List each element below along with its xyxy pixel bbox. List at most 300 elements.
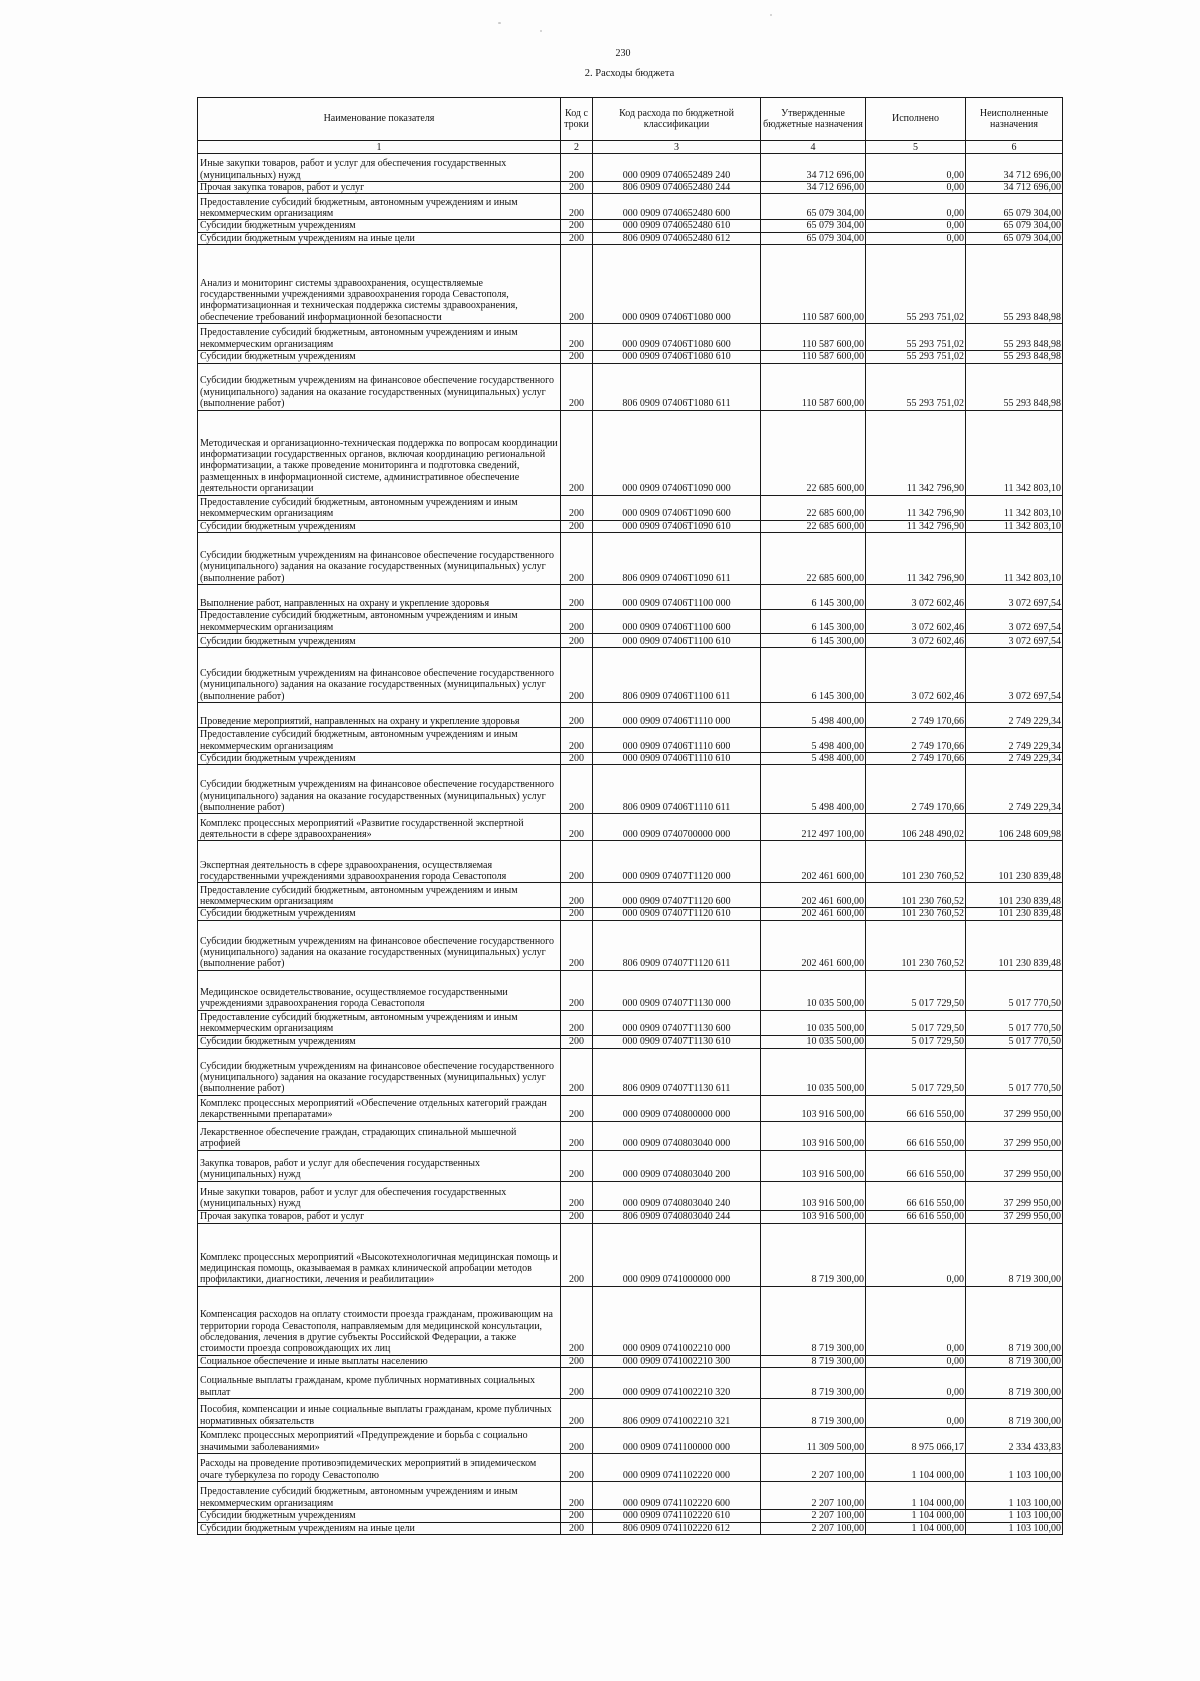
row-unexecuted-amount: 65 079 304,00: [966, 220, 1063, 232]
header-executed: Исполнено: [866, 98, 966, 141]
row-unexecuted-amount: 11 342 803,10: [966, 410, 1063, 495]
row-budget-code: 000 0909 07406T1100 600: [593, 610, 761, 634]
row-indicator-name: Субсидии бюджетным учреждениям: [198, 1510, 561, 1522]
row-line-code: 200: [561, 520, 593, 532]
row-indicator-name: Анализ и мониторинг системы здравоохранения, осуществляемые государственными учреждениями здравоохранения города Севастополя, информатизационная и техническая поддержка системы здравоохранения, обеспечение требований информационной безопасности: [198, 245, 561, 324]
row-unexecuted-amount: 1 103 100,00: [966, 1510, 1063, 1522]
row-executed-amount: 66 616 550,00: [866, 1181, 966, 1210]
column-number: 5: [866, 141, 966, 154]
row-budget-code: 000 0909 07407T1130 610: [593, 1035, 761, 1048]
row-unexecuted-amount: 37 299 950,00: [966, 1181, 1063, 1210]
row-unexecuted-amount: 1 103 100,00: [966, 1522, 1063, 1534]
row-line-code: 200: [561, 634, 593, 648]
row-approved-amount: 103 916 500,00: [761, 1210, 866, 1223]
row-executed-amount: 0,00: [866, 1368, 966, 1399]
row-indicator-name: Выполнение работ, направленных на охрану и укрепление здоровья: [198, 585, 561, 610]
table-row: [198, 970, 1063, 1010]
row-line-code: 200: [561, 1210, 593, 1223]
table-row: [198, 920, 1063, 970]
row-executed-amount: 0,00: [866, 1286, 966, 1355]
row-approved-amount: 65 079 304,00: [761, 194, 866, 220]
row-line-code: 200: [561, 324, 593, 351]
table-header-row: [198, 98, 1063, 141]
row-line-code: 200: [561, 908, 593, 920]
column-number: 2: [561, 141, 593, 154]
row-approved-amount: 6 145 300,00: [761, 585, 866, 610]
table-row: [198, 841, 1063, 883]
row-executed-amount: 66 616 550,00: [866, 1150, 966, 1181]
row-indicator-name: Методическая и организационно-техническая поддержка по вопросам координации информатизации государственных органов, включая координацию региональной информатизации, а также проведение мониторинга и подготовка сведений, размещенных в информационной системе, административное обеспечение деятельности организации: [198, 410, 561, 495]
row-budget-code: 000 0909 07406T1080 600: [593, 324, 761, 351]
row-executed-amount: 0,00: [866, 220, 966, 232]
table-row: [198, 648, 1063, 703]
row-executed-amount: 1 104 000,00: [866, 1510, 966, 1522]
row-executed-amount: 5 017 729,50: [866, 1048, 966, 1095]
row-executed-amount: 2 749 170,66: [866, 765, 966, 814]
row-executed-amount: 11 342 796,90: [866, 533, 966, 585]
row-line-code: 200: [561, 970, 593, 1010]
row-executed-amount: 5 017 729,50: [866, 1035, 966, 1048]
row-line-code: 200: [561, 1035, 593, 1048]
row-line-code: 200: [561, 245, 593, 324]
row-indicator-name: Предоставление субсидий бюджетным, автономным учреждениям и иным некоммерческим организациям: [198, 1010, 561, 1035]
row-budget-code: 806 0909 07406T1100 611: [593, 648, 761, 703]
row-executed-amount: 106 248 490,02: [866, 814, 966, 841]
row-budget-code: 000 0909 0741002210 300: [593, 1355, 761, 1367]
row-budget-code: 000 0909 0741002210 320: [593, 1368, 761, 1399]
row-unexecuted-amount: 5 017 770,50: [966, 1010, 1063, 1035]
table-row: [198, 883, 1063, 908]
row-line-code: 200: [561, 363, 593, 410]
row-line-code: 200: [561, 1454, 593, 1482]
row-budget-code: 000 0909 0740700000 000: [593, 814, 761, 841]
row-unexecuted-amount: 101 230 839,48: [966, 908, 1063, 920]
row-approved-amount: 22 685 600,00: [761, 410, 866, 495]
row-indicator-name: Субсидии бюджетным учреждениям: [198, 520, 561, 532]
row-budget-code: 806 0909 0740652480 612: [593, 232, 761, 244]
column-number: 4: [761, 141, 866, 154]
table-row: [198, 908, 1063, 920]
row-budget-code: 000 0909 0740652480 610: [593, 220, 761, 232]
row-approved-amount: 2 207 100,00: [761, 1510, 866, 1522]
row-indicator-name: Иные закупки товаров, работ и услуг для обеспечения государственных (муниципальных) нужд: [198, 1181, 561, 1210]
row-unexecuted-amount: 101 230 839,48: [966, 920, 1063, 970]
row-line-code: 200: [561, 1399, 593, 1428]
row-approved-amount: 22 685 600,00: [761, 495, 866, 520]
row-budget-code: 000 0909 0741102220 610: [593, 1510, 761, 1522]
row-unexecuted-amount: 2 334 433,83: [966, 1428, 1063, 1454]
row-indicator-name: Пособия, компенсации и иные социальные выплаты гражданам, кроме публичных нормативных обязательств: [198, 1399, 561, 1428]
row-executed-amount: 101 230 760,52: [866, 841, 966, 883]
row-executed-amount: 55 293 751,02: [866, 245, 966, 324]
row-indicator-name: Субсидии бюджетным учреждениям на финансовое обеспечение государственного (муниципального) задания на оказание государственных (муниципальных) услуг (выполнение работ): [198, 1048, 561, 1095]
row-unexecuted-amount: 3 072 697,54: [966, 648, 1063, 703]
table-body: [198, 154, 1063, 1535]
row-budget-code: 000 0909 07406T1110 610: [593, 753, 761, 765]
row-approved-amount: 34 712 696,00: [761, 154, 866, 182]
row-unexecuted-amount: 8 719 300,00: [966, 1223, 1063, 1286]
row-budget-code: 806 0909 0741102220 612: [593, 1522, 761, 1534]
row-approved-amount: 8 719 300,00: [761, 1355, 866, 1367]
table-row: [198, 1482, 1063, 1510]
row-line-code: 200: [561, 765, 593, 814]
row-indicator-name: Субсидии бюджетным учреждениям: [198, 634, 561, 648]
row-line-code: 200: [561, 753, 593, 765]
row-budget-code: 000 0909 07407T1120 610: [593, 908, 761, 920]
table-row: [198, 585, 1063, 610]
row-unexecuted-amount: 1 103 100,00: [966, 1482, 1063, 1510]
row-executed-amount: 0,00: [866, 182, 966, 194]
row-executed-amount: 1 104 000,00: [866, 1454, 966, 1482]
row-executed-amount: 11 342 796,90: [866, 520, 966, 532]
table-row: [198, 703, 1063, 728]
row-indicator-name: Субсидии бюджетным учреждениям на финансовое обеспечение государственного (муниципального) задания на оказание государственных (муниципальных) услуг (выполнение работ): [198, 363, 561, 410]
row-unexecuted-amount: 55 293 848,98: [966, 324, 1063, 351]
row-indicator-name: Социальное обеспечение и иные выплаты населению: [198, 1355, 561, 1367]
row-unexecuted-amount: 37 299 950,00: [966, 1210, 1063, 1223]
expenditure-table: [197, 97, 1063, 1535]
row-approved-amount: 2 207 100,00: [761, 1454, 866, 1482]
row-line-code: 200: [561, 495, 593, 520]
row-indicator-name: Компенсация расходов на оплату стоимости проезда гражданам, проживающим на территории города Севастополя, направляемым для медицинской консультации, обследования, лечения в другие субъекты Российской Федерации, а также стоимости проезда сопровождающих их лиц: [198, 1286, 561, 1355]
row-line-code: 200: [561, 1355, 593, 1367]
row-executed-amount: 3 072 602,46: [866, 634, 966, 648]
row-budget-code: 806 0909 07407T1120 611: [593, 920, 761, 970]
row-budget-code: 000 0909 07407T1120 000: [593, 841, 761, 883]
row-indicator-name: Комплекс процессных мероприятий «Обеспечение отдельных категорий граждан лекарственными препаратами»: [198, 1095, 561, 1121]
row-executed-amount: 3 072 602,46: [866, 610, 966, 634]
row-executed-amount: 101 230 760,52: [866, 883, 966, 908]
table-row: [198, 351, 1063, 363]
row-line-code: 200: [561, 883, 593, 908]
row-indicator-name: Комплекс процессных мероприятий «Предупреждение и борьба с социально значимыми заболеваниями»: [198, 1428, 561, 1454]
row-approved-amount: 6 145 300,00: [761, 648, 866, 703]
row-indicator-name: Медицинское освидетельствование, осуществляемое государственными учреждениями здравоохранения города Севастополя: [198, 970, 561, 1010]
row-indicator-name: Закупка товаров, работ и услуг для обеспечения государственных (муниципальных) нужд: [198, 1150, 561, 1181]
row-line-code: 200: [561, 841, 593, 883]
row-budget-code: 000 0909 07406T1110 000: [593, 703, 761, 728]
table-row: [198, 814, 1063, 841]
row-indicator-name: Субсидии бюджетным учреждениям на финансовое обеспечение государственного (муниципального) задания на оказание государственных (муниципальных) услуг (выполнение работ): [198, 765, 561, 814]
table-row: [198, 1181, 1063, 1210]
row-approved-amount: 103 916 500,00: [761, 1095, 866, 1121]
row-unexecuted-amount: 8 719 300,00: [966, 1399, 1063, 1428]
row-budget-code: 000 0909 0740803040 000: [593, 1121, 761, 1150]
row-executed-amount: 2 749 170,66: [866, 728, 966, 753]
row-unexecuted-amount: 106 248 609,98: [966, 814, 1063, 841]
row-line-code: 200: [561, 220, 593, 232]
row-indicator-name: Субсидии бюджетным учреждениям на иные цели: [198, 1522, 561, 1534]
table-row: [198, 1368, 1063, 1399]
row-executed-amount: 66 616 550,00: [866, 1095, 966, 1121]
table-row: [198, 232, 1063, 244]
row-indicator-name: Субсидии бюджетным учреждениям: [198, 351, 561, 363]
row-budget-code: 000 0909 07407T1130 000: [593, 970, 761, 1010]
row-approved-amount: 212 497 100,00: [761, 814, 866, 841]
column-number-row: [198, 141, 1063, 154]
row-indicator-name: Предоставление субсидий бюджетным, автономным учреждениям и иным некоммерческим организациям: [198, 728, 561, 753]
row-indicator-name: Лекарственное обеспечение граждан, страдающих спинальной мышечной атрофией: [198, 1121, 561, 1150]
row-indicator-name: Предоставление субсидий бюджетным, автономным учреждениям и иным некоммерческим организациям: [198, 610, 561, 634]
row-unexecuted-amount: 101 230 839,48: [966, 841, 1063, 883]
row-line-code: 200: [561, 194, 593, 220]
row-approved-amount: 11 309 500,00: [761, 1428, 866, 1454]
row-unexecuted-amount: 34 712 696,00: [966, 154, 1063, 182]
row-indicator-name: Субсидии бюджетным учреждениям на финансовое обеспечение государственного (муниципального) задания на оказание государственных (муниципальных) услуг (выполнение работ): [198, 648, 561, 703]
row-line-code: 200: [561, 1048, 593, 1095]
row-approved-amount: 8 719 300,00: [761, 1368, 866, 1399]
row-executed-amount: 8 975 066,17: [866, 1428, 966, 1454]
row-unexecuted-amount: 2 749 229,34: [966, 753, 1063, 765]
row-line-code: 200: [561, 1150, 593, 1181]
scan-speck: [770, 14, 772, 16]
row-budget-code: 806 0909 07407T1130 611: [593, 1048, 761, 1095]
table-row: [198, 1010, 1063, 1035]
page-number: 230: [615, 48, 631, 59]
row-executed-amount: 101 230 760,52: [866, 920, 966, 970]
row-budget-code: 806 0909 0741002210 321: [593, 1399, 761, 1428]
row-indicator-name: Иные закупки товаров, работ и услуг для обеспечения государственных (муниципальных) нужд: [198, 154, 561, 182]
row-executed-amount: 2 749 170,66: [866, 753, 966, 765]
row-approved-amount: 103 916 500,00: [761, 1121, 866, 1150]
row-approved-amount: 8 719 300,00: [761, 1223, 866, 1286]
row-budget-code: 000 0909 0740652480 600: [593, 194, 761, 220]
row-budget-code: 000 0909 0740803040 240: [593, 1181, 761, 1210]
row-unexecuted-amount: 11 342 803,10: [966, 520, 1063, 532]
row-line-code: 200: [561, 533, 593, 585]
row-budget-code: 000 0909 0741100000 000: [593, 1428, 761, 1454]
row-approved-amount: 2 207 100,00: [761, 1522, 866, 1534]
table-row: [198, 610, 1063, 634]
scan-speck: [540, 30, 542, 32]
table-row: [198, 1286, 1063, 1355]
row-line-code: 200: [561, 1368, 593, 1399]
table-row: [198, 1428, 1063, 1454]
table-row: [198, 1095, 1063, 1121]
table-row: [198, 1210, 1063, 1223]
row-unexecuted-amount: 2 749 229,34: [966, 765, 1063, 814]
table-row: [198, 220, 1063, 232]
row-line-code: 200: [561, 232, 593, 244]
row-budget-code: 806 0909 07406T1110 611: [593, 765, 761, 814]
row-executed-amount: 66 616 550,00: [866, 1210, 966, 1223]
row-executed-amount: 55 293 751,02: [866, 351, 966, 363]
row-budget-code: 806 0909 07406T1090 611: [593, 533, 761, 585]
row-unexecuted-amount: 8 719 300,00: [966, 1368, 1063, 1399]
table-row: [198, 154, 1063, 182]
row-executed-amount: 55 293 751,02: [866, 324, 966, 351]
row-budget-code: 000 0909 0741000000 000: [593, 1223, 761, 1286]
row-approved-amount: 10 035 500,00: [761, 1010, 866, 1035]
row-unexecuted-amount: 3 072 697,54: [966, 585, 1063, 610]
row-approved-amount: 103 916 500,00: [761, 1150, 866, 1181]
row-unexecuted-amount: 65 079 304,00: [966, 194, 1063, 220]
column-number: 1: [198, 141, 561, 154]
table-row: [198, 1522, 1063, 1534]
row-approved-amount: 110 587 600,00: [761, 324, 866, 351]
row-indicator-name: Проведение мероприятий, направленных на охрану и укрепление здоровья: [198, 703, 561, 728]
row-executed-amount: 11 342 796,90: [866, 410, 966, 495]
row-executed-amount: 5 017 729,50: [866, 1010, 966, 1035]
header-indicator-name: Наименование показателя: [198, 98, 561, 141]
row-unexecuted-amount: 37 299 950,00: [966, 1150, 1063, 1181]
table-row: [198, 182, 1063, 194]
row-line-code: 200: [561, 648, 593, 703]
row-indicator-name: Расходы на проведение противоэпидемических мероприятий в эпидемическом очаге туберкулеза по городу Севастополю: [198, 1454, 561, 1482]
row-budget-code: 000 0909 07407T1120 600: [593, 883, 761, 908]
row-approved-amount: 8 719 300,00: [761, 1286, 866, 1355]
row-unexecuted-amount: 101 230 839,48: [966, 883, 1063, 908]
row-unexecuted-amount: 11 342 803,10: [966, 495, 1063, 520]
row-unexecuted-amount: 34 712 696,00: [966, 182, 1063, 194]
row-unexecuted-amount: 37 299 950,00: [966, 1121, 1063, 1150]
row-approved-amount: 5 498 400,00: [761, 765, 866, 814]
row-indicator-name: Субсидии бюджетным учреждениям на финансовое обеспечение государственного (муниципального) задания на оказание государственных (муниципальных) услуг (выполнение работ): [198, 920, 561, 970]
row-line-code: 200: [561, 1522, 593, 1534]
row-executed-amount: 55 293 751,02: [866, 363, 966, 410]
row-unexecuted-amount: 2 749 229,34: [966, 703, 1063, 728]
row-unexecuted-amount: 5 017 770,50: [966, 1035, 1063, 1048]
row-budget-code: 000 0909 0740800000 000: [593, 1095, 761, 1121]
table-row: [198, 1510, 1063, 1522]
scan-speck: [498, 22, 501, 24]
row-unexecuted-amount: 3 072 697,54: [966, 634, 1063, 648]
row-budget-code: 000 0909 0740803040 200: [593, 1150, 761, 1181]
table-row: [198, 1355, 1063, 1367]
row-executed-amount: 0,00: [866, 154, 966, 182]
column-number: 6: [966, 141, 1063, 154]
row-approved-amount: 65 079 304,00: [761, 220, 866, 232]
table-row: [198, 533, 1063, 585]
row-line-code: 200: [561, 1428, 593, 1454]
row-line-code: 200: [561, 1095, 593, 1121]
row-indicator-name: Предоставление субсидий бюджетным, автономным учреждениям и иным некоммерческим организациям: [198, 883, 561, 908]
table-row: [198, 728, 1063, 753]
row-unexecuted-amount: 37 299 950,00: [966, 1095, 1063, 1121]
table-row: [198, 1454, 1063, 1482]
row-executed-amount: 3 072 602,46: [866, 648, 966, 703]
row-approved-amount: 22 685 600,00: [761, 520, 866, 532]
row-line-code: 200: [561, 154, 593, 182]
row-budget-code: 000 0909 07406T1110 600: [593, 728, 761, 753]
row-budget-code: 806 0909 0740803040 244: [593, 1210, 761, 1223]
row-budget-code: 806 0909 07406T1080 611: [593, 363, 761, 410]
row-line-code: 200: [561, 814, 593, 841]
row-approved-amount: 103 916 500,00: [761, 1181, 866, 1210]
row-executed-amount: 66 616 550,00: [866, 1121, 966, 1150]
header-budget-code: Код расхода по бюджетной классификации: [593, 98, 761, 141]
section-title: 2. Расходы бюджета: [584, 68, 675, 79]
row-approved-amount: 5 498 400,00: [761, 703, 866, 728]
row-executed-amount: 0,00: [866, 194, 966, 220]
table-row: [198, 363, 1063, 410]
table-row: [198, 324, 1063, 351]
row-budget-code: 000 0909 07406T1080 000: [593, 245, 761, 324]
row-budget-code: 806 0909 0740652480 244: [593, 182, 761, 194]
header-approved: Утвержденные бюджетные назначения: [761, 98, 866, 141]
row-executed-amount: 0,00: [866, 1355, 966, 1367]
row-unexecuted-amount: 5 017 770,50: [966, 1048, 1063, 1095]
row-indicator-name: Субсидии бюджетным учреждениям: [198, 220, 561, 232]
row-unexecuted-amount: 8 719 300,00: [966, 1286, 1063, 1355]
table-row: [198, 753, 1063, 765]
row-line-code: 200: [561, 182, 593, 194]
row-approved-amount: 202 461 600,00: [761, 920, 866, 970]
row-approved-amount: 8 719 300,00: [761, 1399, 866, 1428]
row-line-code: 200: [561, 1121, 593, 1150]
row-unexecuted-amount: 55 293 848,98: [966, 351, 1063, 363]
row-unexecuted-amount: 55 293 848,98: [966, 245, 1063, 324]
row-indicator-name: Социальные выплаты гражданам, кроме публичных нормативных социальных выплат: [198, 1368, 561, 1399]
row-indicator-name: Субсидии бюджетным учреждениям: [198, 1035, 561, 1048]
row-budget-code: 000 0909 07406T1080 610: [593, 351, 761, 363]
row-line-code: 200: [561, 610, 593, 634]
row-indicator-name: Предоставление субсидий бюджетным, автономным учреждениям и иным некоммерческим организациям: [198, 324, 561, 351]
row-line-code: 200: [561, 728, 593, 753]
table-row: [198, 765, 1063, 814]
row-approved-amount: 6 145 300,00: [761, 634, 866, 648]
row-approved-amount: 34 712 696,00: [761, 182, 866, 194]
row-executed-amount: 0,00: [866, 1223, 966, 1286]
row-line-code: 200: [561, 1223, 593, 1286]
row-indicator-name: Прочая закупка товаров, работ и услуг: [198, 1210, 561, 1223]
table-row: [198, 520, 1063, 532]
row-indicator-name: Комплекс процессных мероприятий «Развитие государственной экспертной деятельности в сфере здравоохранения»: [198, 814, 561, 841]
row-indicator-name: Предоставление субсидий бюджетным, автономным учреждениям и иным некоммерческим организациям: [198, 1482, 561, 1510]
row-indicator-name: Субсидии бюджетным учреждениям: [198, 753, 561, 765]
row-line-code: 200: [561, 920, 593, 970]
row-approved-amount: 10 035 500,00: [761, 1048, 866, 1095]
row-unexecuted-amount: 2 749 229,34: [966, 728, 1063, 753]
table-row: [198, 1223, 1063, 1286]
row-approved-amount: 6 145 300,00: [761, 610, 866, 634]
row-approved-amount: 10 035 500,00: [761, 1035, 866, 1048]
row-line-code: 200: [561, 410, 593, 495]
row-indicator-name: Предоставление субсидий бюджетным, автономным учреждениям и иным некоммерческим организациям: [198, 495, 561, 520]
table-row: [198, 194, 1063, 220]
row-unexecuted-amount: 55 293 848,98: [966, 363, 1063, 410]
row-line-code: 200: [561, 1286, 593, 1355]
row-executed-amount: 1 104 000,00: [866, 1522, 966, 1534]
table-row: [198, 1048, 1063, 1095]
row-budget-code: 000 0909 07406T1090 610: [593, 520, 761, 532]
table-row: [198, 634, 1063, 648]
row-indicator-name: Комплекс процессных мероприятий «Высокотехнологичная медицинская помощь и медицинская помощь, оказываемая в рамках клинической апробации методов профилактики, диагностики, лечения и реабилитации»: [198, 1223, 561, 1286]
table-row: [198, 1035, 1063, 1048]
row-executed-amount: 1 104 000,00: [866, 1482, 966, 1510]
row-executed-amount: 0,00: [866, 232, 966, 244]
row-budget-code: 000 0909 07406T1100 610: [593, 634, 761, 648]
row-executed-amount: 2 749 170,66: [866, 703, 966, 728]
row-indicator-name: Предоставление субсидий бюджетным, автономным учреждениям и иным некоммерческим организациям: [198, 194, 561, 220]
column-number: 3: [593, 141, 761, 154]
row-executed-amount: 0,00: [866, 1399, 966, 1428]
row-approved-amount: 10 035 500,00: [761, 970, 866, 1010]
row-line-code: 200: [561, 1010, 593, 1035]
row-line-code: 200: [561, 1510, 593, 1522]
row-executed-amount: 101 230 760,52: [866, 908, 966, 920]
row-approved-amount: 22 685 600,00: [761, 533, 866, 585]
row-line-code: 200: [561, 703, 593, 728]
row-unexecuted-amount: 65 079 304,00: [966, 232, 1063, 244]
row-approved-amount: 110 587 600,00: [761, 363, 866, 410]
table-row: [198, 495, 1063, 520]
row-line-code: 200: [561, 1181, 593, 1210]
row-budget-code: 000 0909 07406T1100 000: [593, 585, 761, 610]
row-indicator-name: Субсидии бюджетным учреждениям на иные цели: [198, 232, 561, 244]
row-indicator-name: Прочая закупка товаров, работ и услуг: [198, 182, 561, 194]
table-row: [198, 245, 1063, 324]
